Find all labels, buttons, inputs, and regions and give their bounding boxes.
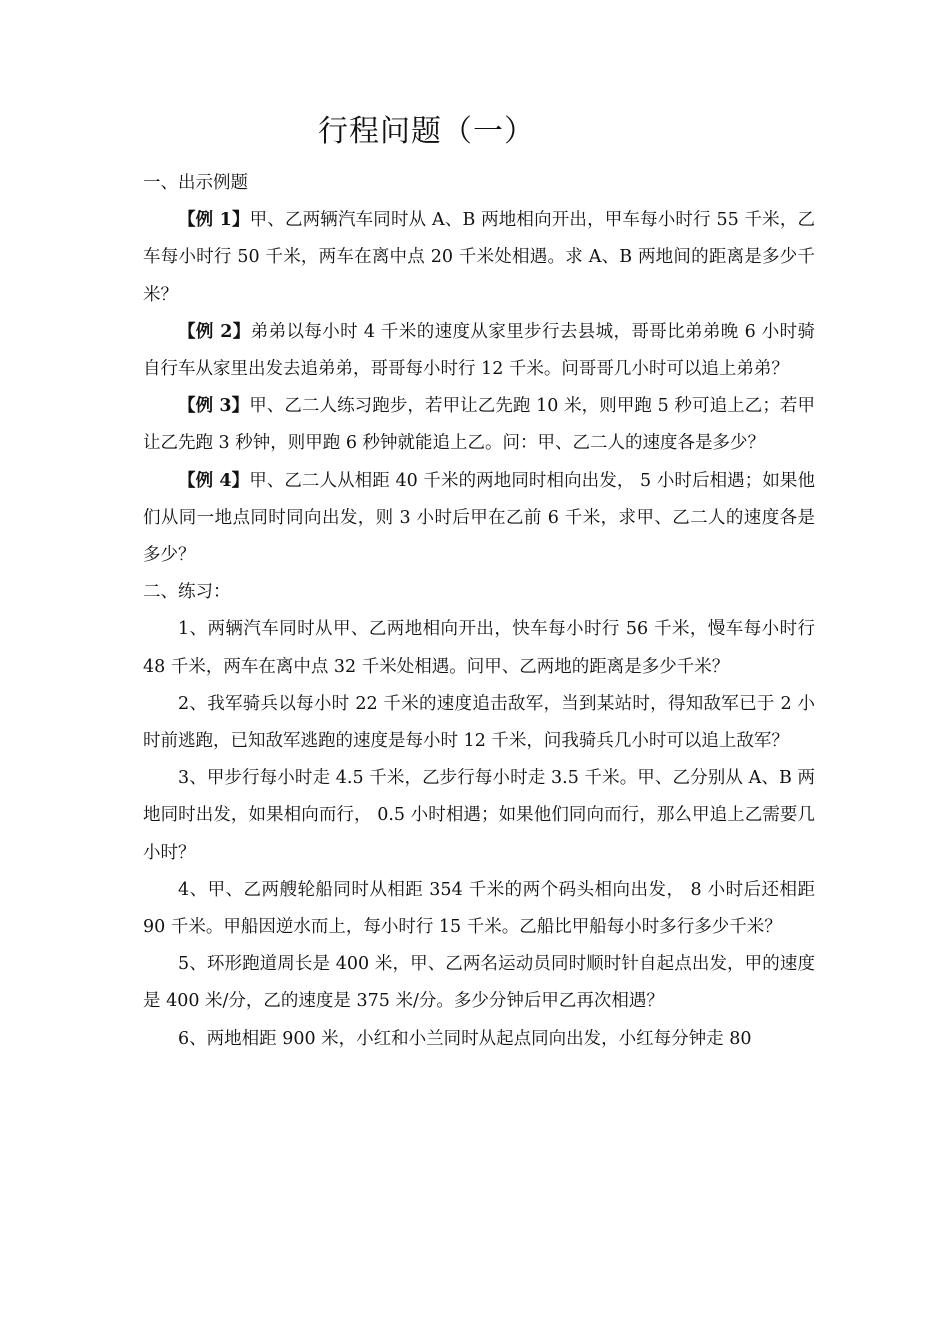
example-label: 【例 2】 [178, 321, 251, 342]
exercise-5: 5、环形跑道周长是 400 米，甲、乙两名运动员同时顺时针自起点出发，甲的速度是 400 米/分，乙的速度是 375 米/分。多少分钟后甲乙再次相遇？ [143, 954, 815, 1012]
document-title: 行程问题（一） [318, 114, 535, 149]
document-body [143, 165, 815, 1058]
exercise-1: 1、两辆汽车同时从甲、乙两地相向开出，快车每小时行 56 千米，慢车每小时行 48 千米，两车在离中点 32 千米处相遇。问甲、乙两地的距离是多少千米？ [143, 619, 815, 677]
example-text: 弟弟以每小时 4 千米的速度从家里步行去县城，哥哥比弟弟晚 6 小时骑自行车从家里出发去追弟弟，哥哥每小时行 12 千米。问哥哥几小时可以追上弟弟？ [143, 321, 815, 380]
exercise-3: 3、甲步行每小时走 4.5 千米，乙步行每小时走 3.5 千米。甲、乙分别从 A、B 两地同时出发，如果相向而行， 0.5 小时相遇；如果他们同向而行，那么甲追上乙需要几小时？ [143, 768, 815, 863]
section-heading-exercises: 二、练习： [143, 582, 231, 603]
example-1 [143, 202, 815, 314]
example-text: 甲、乙二人从相距 40 千米的两地同时相向出发， 5 小时后相遇；如果他们从同一地点同时同向出发，则 3 小时后甲在乙前 6 千米，求甲、乙二人的速度各是多少？ [143, 470, 815, 566]
example-label: 【例 1】 [178, 210, 250, 231]
example-text: 甲、乙二人练习跑步，若甲让乙先跑 10 米，则甲跑 5 秒可追上乙；若甲让乙先跑 3 秒钟，则甲跑 6 秒钟就能追上乙。问：甲、乙二人的速度各是多少？ [143, 396, 815, 454]
example-label: 【例 3】 [178, 396, 250, 417]
section-heading-examples: 一、出示例题 [143, 173, 248, 193]
exercise-4: 4、甲、乙两艘轮船同时从相距 354 千米的两个码头相向出发， 8 小时后还相距 90 千米。甲船因逆水而上，每小时行 15 千米。乙船比甲船每小时多行多少千米？ [143, 879, 815, 938]
exercise-6: 6、两地相距 900 米，小红和小兰同时从起点同向出发，小红每分钟走 80 [178, 1028, 752, 1049]
example-3 [143, 388, 815, 462]
example-2 [143, 314, 815, 388]
example-label: 【例 4】 [178, 470, 250, 491]
example-4 [143, 463, 815, 575]
example-text: 甲、乙两辆汽车同时从 A、B 两地相向开出，甲车每小时行 55 千米，乙车每小时行 50 千米，两车在离中点 20 千米处相遇。求 A、B 两地间的距离是多少千米？ [143, 210, 815, 305]
exercise-2: 2、我军骑兵以每小时 22 千米的速度追击敌军，当到某站时，得知敌军已于 2 小时前逃跑，已知敌军逃跑的速度是每小时 12 千米，问我骑兵几小时可以追上敌军？ [143, 693, 815, 752]
